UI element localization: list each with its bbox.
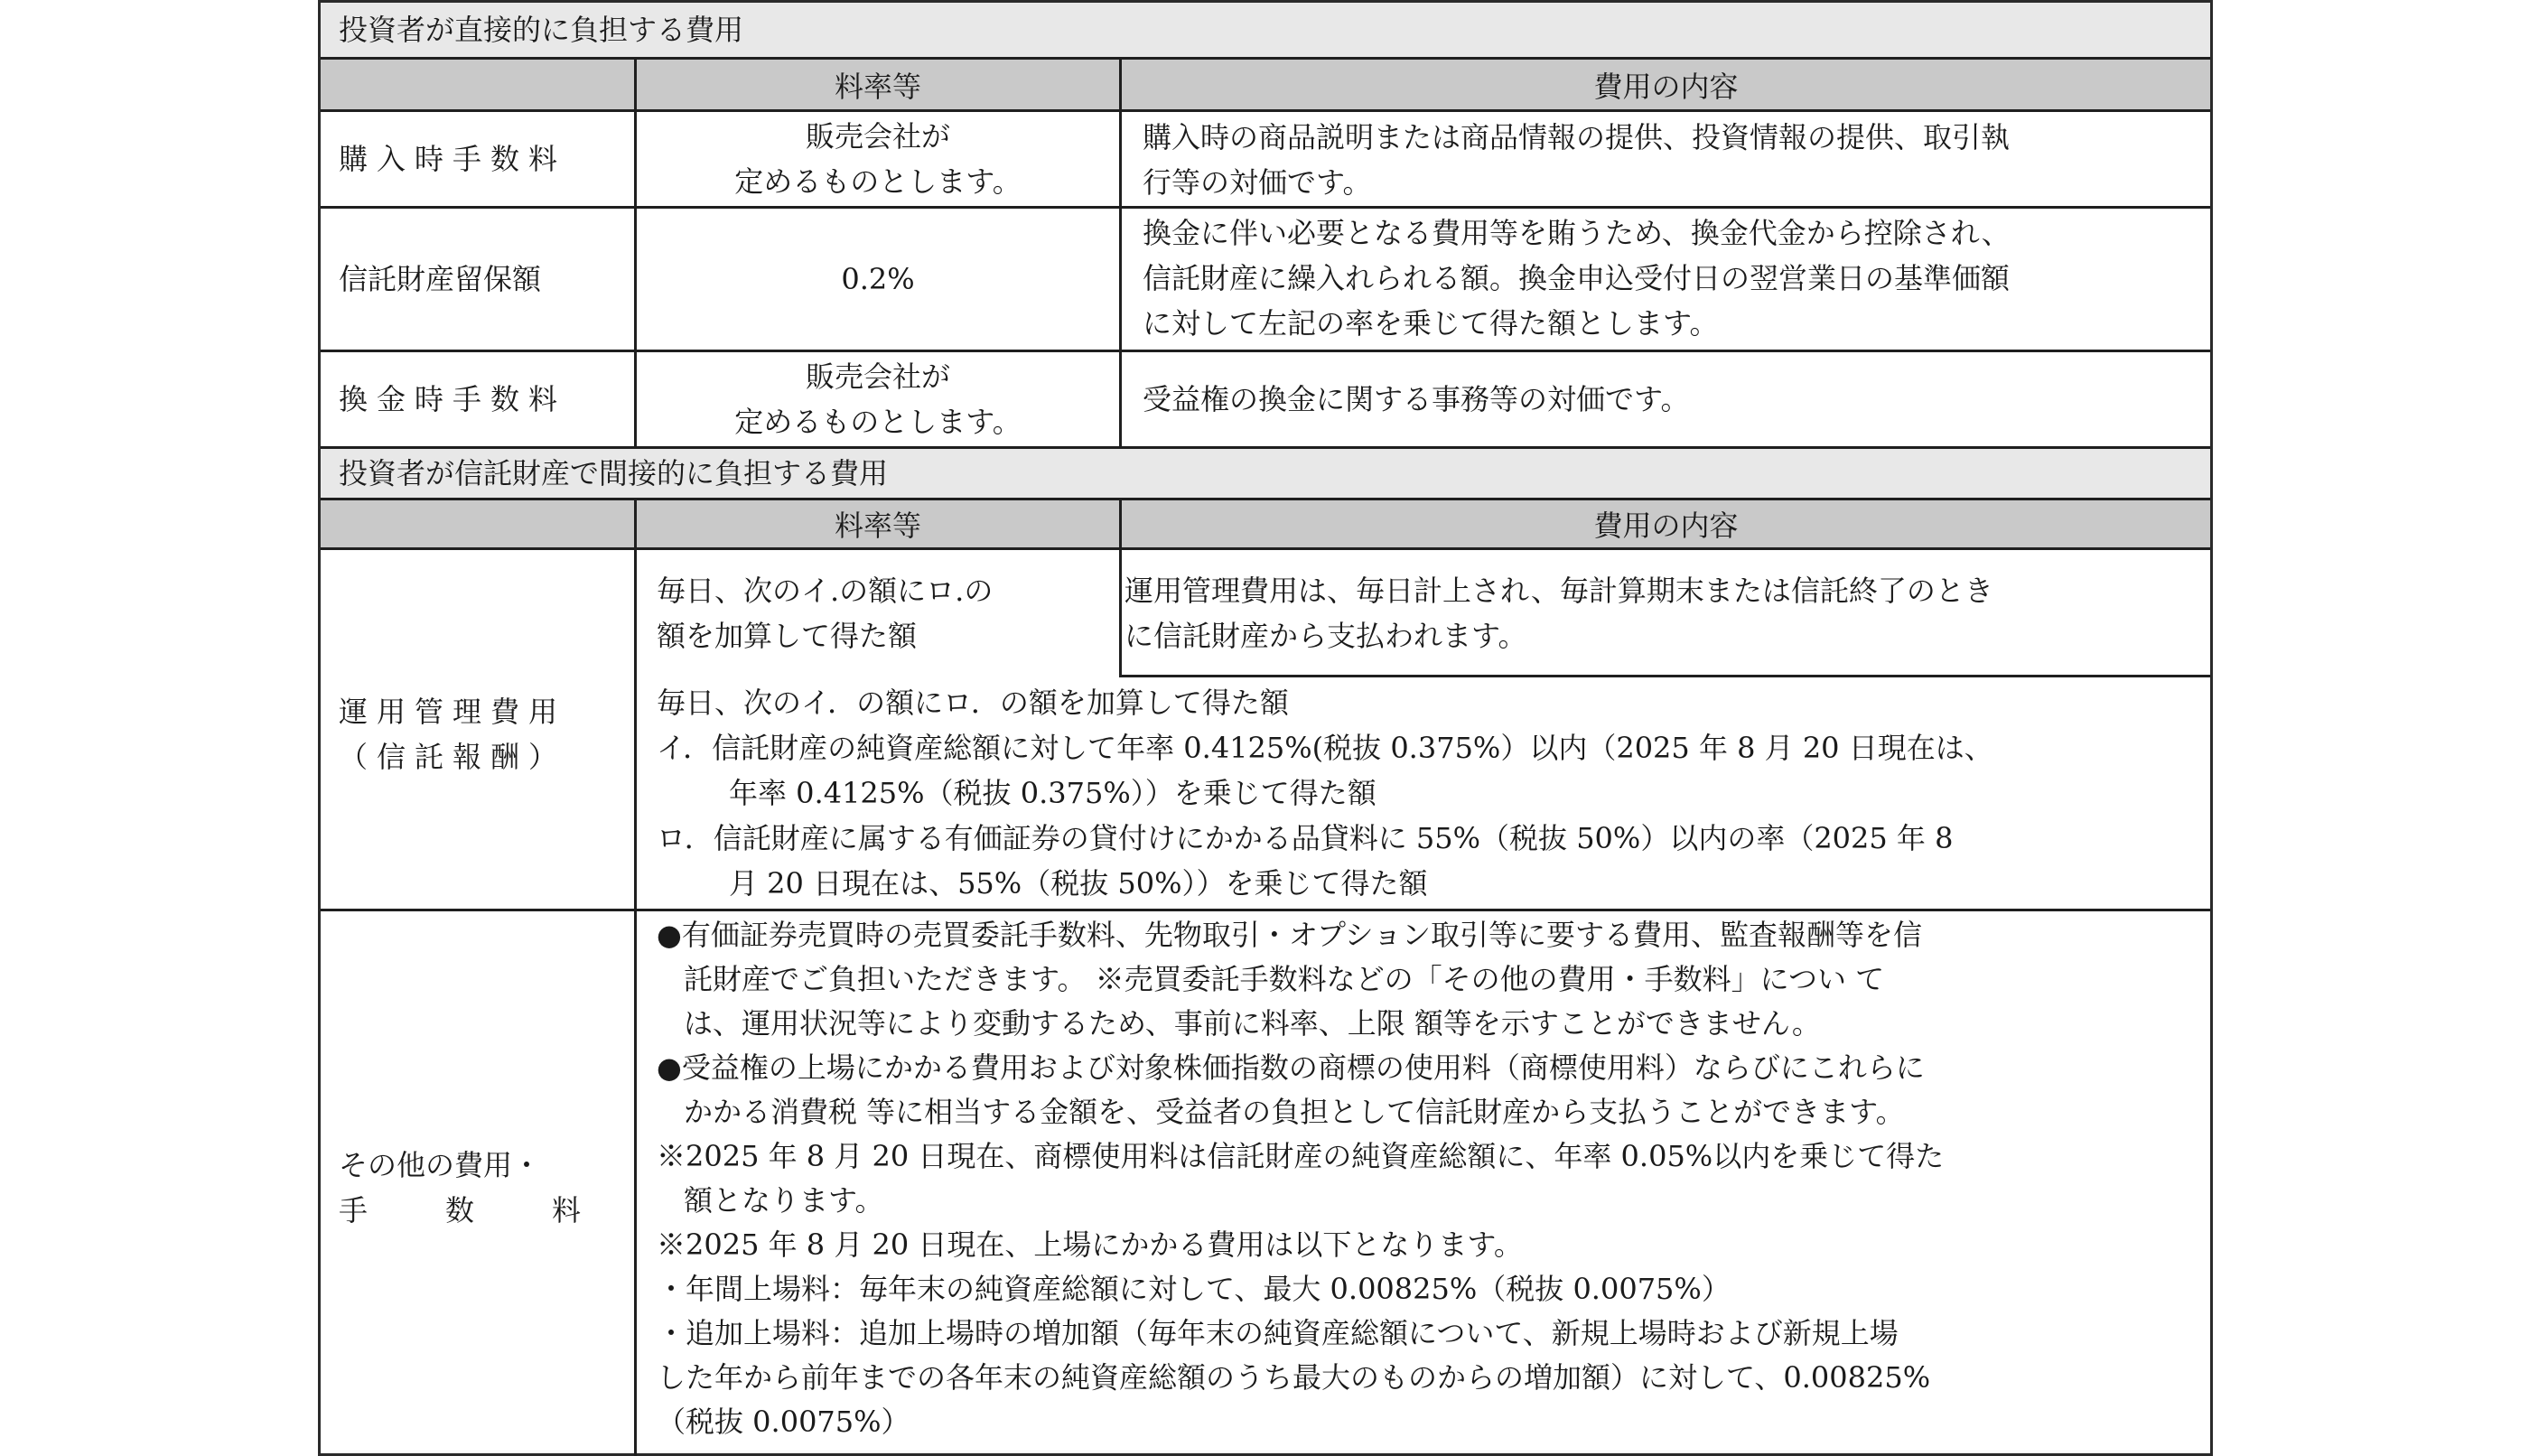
- header-content: 費用の内容: [1122, 60, 2210, 109]
- label-char: 手: [339, 1193, 369, 1227]
- detail-line: 毎日、次のイ．の額にロ．の額を加算して得た額: [657, 686, 1289, 720]
- rate-line: 販売会社が: [805, 359, 950, 394]
- detail-line: 年率 0.4125%（税抜 0.375%））を乗じて得た額: [729, 776, 1376, 810]
- detail-line: した年から前年までの各年末の純資産総額のうち最大のものからの増加額）に対して、0.00825%: [657, 1360, 1931, 1395]
- rate-line: 額を加算して得た額: [657, 619, 918, 653]
- mgmt-fee-detail: [657, 680, 2210, 906]
- label-char: 料: [551, 1193, 581, 1227]
- section1-header: [321, 60, 2210, 109]
- label-line: その他の費用・: [339, 1148, 542, 1182]
- detail-line: かかる消費税 等に相当する金額を、受益者の負担として信託財産から支払うことができます。: [684, 1095, 1905, 1129]
- mgmt-fee-label: [339, 689, 628, 789]
- detail-line: は、運用状況等により変動するため、事前に料率、上限 額等を示すことができません。: [684, 1006, 1821, 1041]
- detail-line: 月 20 日現在は、55%（税抜 50%））を乗じて得た額: [729, 866, 1428, 901]
- desc-line: 換金に伴い必要となる費用等を賄うため、換金代金から控除され、: [1143, 216, 2011, 250]
- header-rate: 料率等: [637, 500, 1119, 547]
- detail-line: ※2025 年 8 月 20 日現在、商標使用料は信託財産の純資産総額に、年率 0.05%以内を乗じて得た: [657, 1139, 1945, 1173]
- detail-line: 額となります。: [684, 1183, 884, 1218]
- detail-line: ・追加上場料：追加上場時の増加額（毎年末の純資産総額について、新規上場時および新規上場: [657, 1316, 1899, 1350]
- header-rate: 料率等: [637, 60, 1119, 109]
- desc-line: に信託財産から支払われます。: [1125, 619, 1527, 653]
- other-fees-label: [339, 1143, 628, 1242]
- label-line: 運用管理費用: [339, 695, 567, 729]
- row-redemption-fee-rate: [637, 352, 1119, 446]
- detail-line: （税抜 0.0075%）: [657, 1405, 910, 1439]
- rate-line: 定めるものとします。: [734, 405, 1022, 439]
- desc-line: 運用管理費用は、毎日計上され、毎計算期末または信託終了のとき: [1125, 574, 1993, 608]
- row-retention-rate: 0.2%: [841, 262, 915, 296]
- detail-line: イ．信託財産の純資産総額に対して年率 0.4125%(税抜 0.375%）以内（2025 年 8 月 20 日現在は、: [657, 731, 1993, 765]
- desc-line: 購入時の商品説明または商品情報の提供、投資情報の提供、取引執: [1143, 120, 2011, 154]
- desc-line: 行等の対価です。: [1143, 165, 1372, 200]
- label-char: 数: [444, 1193, 474, 1227]
- detail-line: 託財産でご負担いただきます。 ※売買委託手数料などの「その他の費用・手数料」につい て: [684, 962, 1885, 996]
- detail-line: ・年間上場料：毎年末の純資産総額に対して、最大 0.00825%（税抜 0.0075%）: [657, 1272, 1731, 1306]
- row-redemption-fee-label: 換金時手数料: [339, 382, 567, 416]
- desc-line: に対して左記の率を乗じて得た額とします。: [1143, 306, 1719, 341]
- rate-line: 販売会社が: [805, 119, 950, 154]
- row-retention-desc: [1143, 210, 2210, 351]
- header-content: 費用の内容: [1122, 500, 2210, 547]
- detail-line: ロ．信託財産に属する有価証券の貸付けにかかる品貸料に 55%（税抜 50%）以内の率（2025 年 8: [657, 821, 1954, 855]
- section2-header: [321, 500, 2210, 547]
- other-fees-detail: [657, 913, 2210, 1455]
- mgmt-fee-rate: [657, 568, 1108, 658]
- label-line: （信託報酬）: [339, 740, 567, 774]
- detail-line: ●有価証券売買時の売買委託手数料、先物取引・オプション取引等に要する費用、監査報酬等を信: [657, 918, 1923, 952]
- detail-line: ※2025 年 8 月 20 日現在、上場にかかる費用は以下となります。: [657, 1227, 1523, 1262]
- rate-line: 定めるものとします。: [734, 164, 1022, 199]
- section1-title: 投資者が直接的に負担する費用: [321, 3, 2210, 57]
- desc-line: 信託財産に繰入れられる額。換金申込受付日の翌営業日の基準価額: [1143, 261, 2011, 295]
- rate-line: 毎日、次のイ.の額にロ.の: [657, 574, 994, 608]
- section2-title: 投資者が信託財産で間接的に負担する費用: [321, 449, 2210, 498]
- row-redemption-fee-desc: 受益権の換金に関する事務等の対価です。: [1143, 382, 1690, 416]
- row-retention-label: 信託財産留保額: [339, 262, 542, 296]
- row-purchase-fee-label: 購入時手数料: [339, 142, 567, 176]
- label-line: [339, 1188, 581, 1233]
- row-purchase-fee-rate: [637, 112, 1119, 206]
- detail-line: ●受益権の上場にかかる費用および対象株価指数の商標の使用料（商標使用料）ならびにこれらに: [657, 1050, 1925, 1085]
- mgmt-fee-desc: [1125, 568, 2210, 658]
- fee-table: [318, 0, 2213, 1456]
- row-purchase-fee-desc: [1143, 115, 2210, 209]
